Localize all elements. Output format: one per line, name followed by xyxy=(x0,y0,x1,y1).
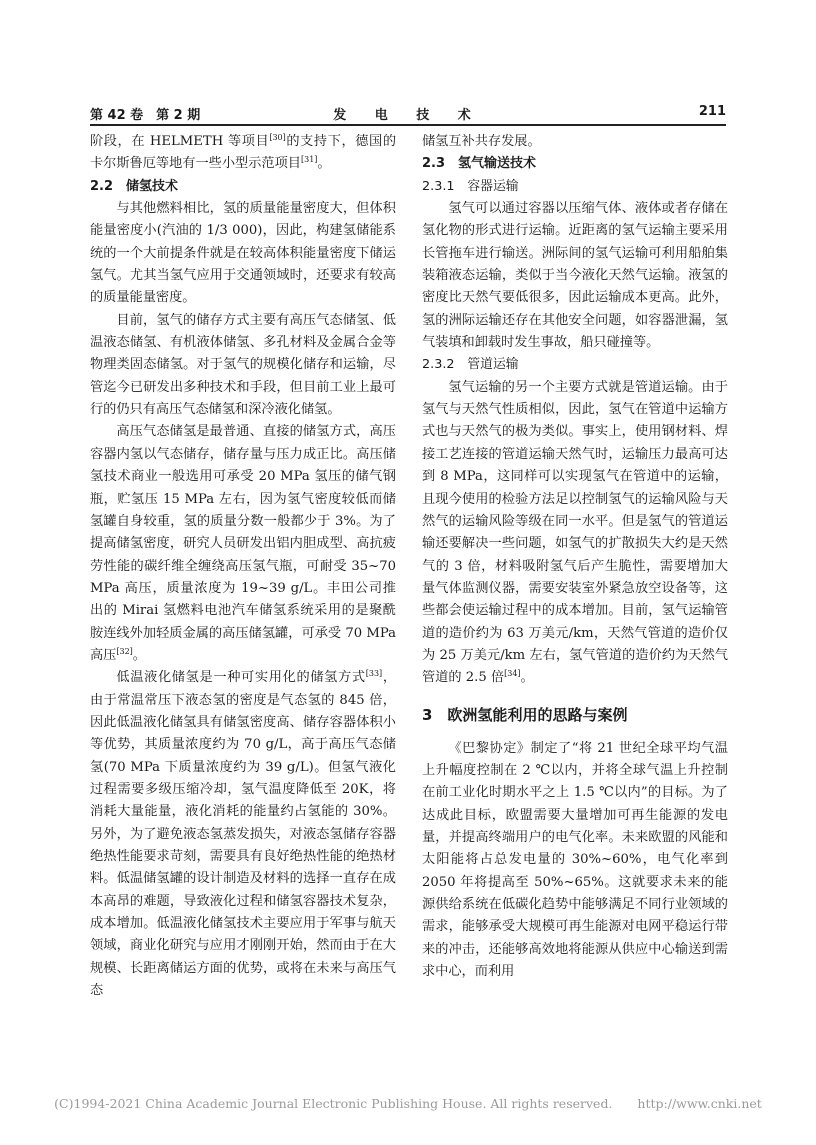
paragraph: 储氢互补共存发展。 xyxy=(422,134,541,149)
journal-title: 发 电 技 术 xyxy=(333,108,483,123)
header-rule xyxy=(90,124,726,126)
subsection-heading-2-3-2: 2.3.2 管道运输 xyxy=(422,357,519,373)
paragraph: 高压气态储氢是最普通、直接的储氢方式，高压容器内氢以气态储存，储存量与压力成正比。高压储氢技术商业一般选用可承受 20 MPa 氢压的储气钢瓶，贮氢压 15 MPa 左右，因为氢气密度较低而储氢罐自身较重，氢的质量分数一般都少于 3%。为了提高储氢密度，研究人员研发出铝内胆成型、高抗疲劳性能的碳纤维全缠绕高压氢气瓶，可耐受 35~70 MPa 高压，质量浓度为 19~39 g/L。丰田公司推出的 Mirai 氢燃料电池汽车储氢系统采用的是聚酰胺连线外加轻质金属的高压储氢罐，可承受 70 MPa 高压[32]。 xyxy=(90,424,396,663)
section-heading-3: 3 欧洲氢能利用的思路与案例 xyxy=(422,705,628,724)
paragraph: 低温液化储氢是一种可实用化的储氢方式[33]，由于常温常压下液态氢的密度是气态氢的 845 倍，因此低温液化储氢具有储氢密度高、储存容器体积小等优势，其质量浓度约为 70 g/L，高于高压气态储氢(70 MPa 下质量浓度约为 39 g/L)。但氢气液化过程需要多级压缩冷却，氢气温度降低至 20K，将消耗大量能量，液化消耗的能量约占氢能的 30%。另外，为了避免液态氢蒸发损失，对液态氢储存容器绝热性能要求苛刻，需要具有良好绝热性能的绝热材料。低温储氢罐的设计制造及材料的选择一直存在成本高昂的难题，导致液化过程和储氢容器技术复杂，成本增加。低温液化储氢技术主要应用于军事与航天领域，商业化研究与应用才刚刚开始，然而由于在大规模、长距离储运方面的优势，或将在未来与高压气态 xyxy=(90,669,397,999)
volume-issue: 第 42 卷 第 2 期 xyxy=(90,108,201,123)
paragraph: 目前，氢气的储存方式主要有高压气态储氢、低温液态储氢、有机液体储氢、多孔材料及金属合金等物理类固态储氢。对于氢气的规模化储存和运输，尽管迄今已研发出多种技术和手段，但目前工业上最可行的仍只有高压气态储氢和深冷液化储氢。 xyxy=(90,312,396,418)
subsection-heading-2-3-1: 2.3.1 容器运输 xyxy=(422,178,519,194)
copyright-footer: (C)1994-2021 China Academic Journal Electronic Publishing House. All rights reserved. http://www.cnki.net xyxy=(54,1096,762,1111)
section-heading-2-2: 2.2 储氢技术 xyxy=(90,178,179,194)
citation: [30] xyxy=(269,133,286,142)
paragraph: 与其他燃料相比，氢的质量能量密度大，但体积能量密度小(汽油的 1/3 000)，因此，构建氢储能系统的一个大前提条件就是在较高体积能量密度下储运氢气。尤其当氢气应用于交通领域时，还要求有较高的质量能量密度。 xyxy=(90,201,396,306)
citation: [34] xyxy=(504,669,521,679)
page-number: 211 xyxy=(698,104,726,119)
paragraph: 氢气可以通过容器以压缩气体、液体或者存储在氢化物的形式进行运输。近距离的氢气运输主要采用长管拖车进行输送。洲际间的氢气运输可利用船舶集装箱液态运输，类似于当今液化天然气运输。液氢的密度比天然气要低很多，因此运输成本更高。此外，氢的洲际运输还存在其他安全问题，如容器泄漏，氢气装填和卸载时发生事故，船只碰撞等。 xyxy=(422,201,728,351)
paragraph: 氢气运输的另一个主要方式就是管道运输。由于氢气与天然气性质相似，因此，氢气在管道中运输方式也与天然气的极为类似。事实上，使用钢材料、焊接工艺连接的管道运输天然气时，运输压力最高可达到 8 MPa，这同样可以实现氢气在管道中的运输，且现今使用的检验方法足以控制氢气的运输风险与天然气的运输风险等级在同一水平。但是氢气的管道运输还要解决一些问题，如氢气的扩散损失大约是天然气的 3 倍，材料吸附氢气后产生脆性，需要增加大量气体监测仪器，需要安装室外紧急放空设备等，这些都会使运输过程中的成本增加。目前，氢气运输管道的造价约为 63 万美元/km，天然气管道的造价仅为 25 万美元/km 左右，氢气管道的造价约为天然气管道的 2.5 倍[34]。 xyxy=(422,379,728,686)
paragraph: 《巴黎协定》制定了“将 21 世纪全球平均气温上升幅度控制在 2 ℃以内，并将全球气温上升控制在前工业化时期水平之上 1.5 ℃以内”的目标。为了达成此目标，欧盟需要大量增加可再生能源的发电量，并提高终端用户的电气化率。未来欧盟的风能和太阳能将占总发电量的 30%~60%，电气化率到 2050 年将提高至 50%~65%。这就要求未来的能源供给系统在低碳化趋势中能够满足不同行业领域的需求，能够承受大规模可再生能源对电网平稳运行带来的冲击，还能够高效地将能源从供应中心输送到需求中心，而利用 xyxy=(422,740,728,980)
citation: [31] xyxy=(301,155,318,165)
paragraph: 阶段，在 HELMETH 等项目[30]的支持下，德国的卡尔斯鲁厄等地有一些小型示范项目[31]。 xyxy=(90,133,397,172)
running-header xyxy=(90,104,726,124)
left-column xyxy=(90,131,396,1002)
citation: [32] xyxy=(116,646,133,656)
citation: [33] xyxy=(365,669,383,679)
right-column xyxy=(422,131,728,983)
section-heading-2-3: 2.3 氢气输送技术 xyxy=(422,156,537,172)
